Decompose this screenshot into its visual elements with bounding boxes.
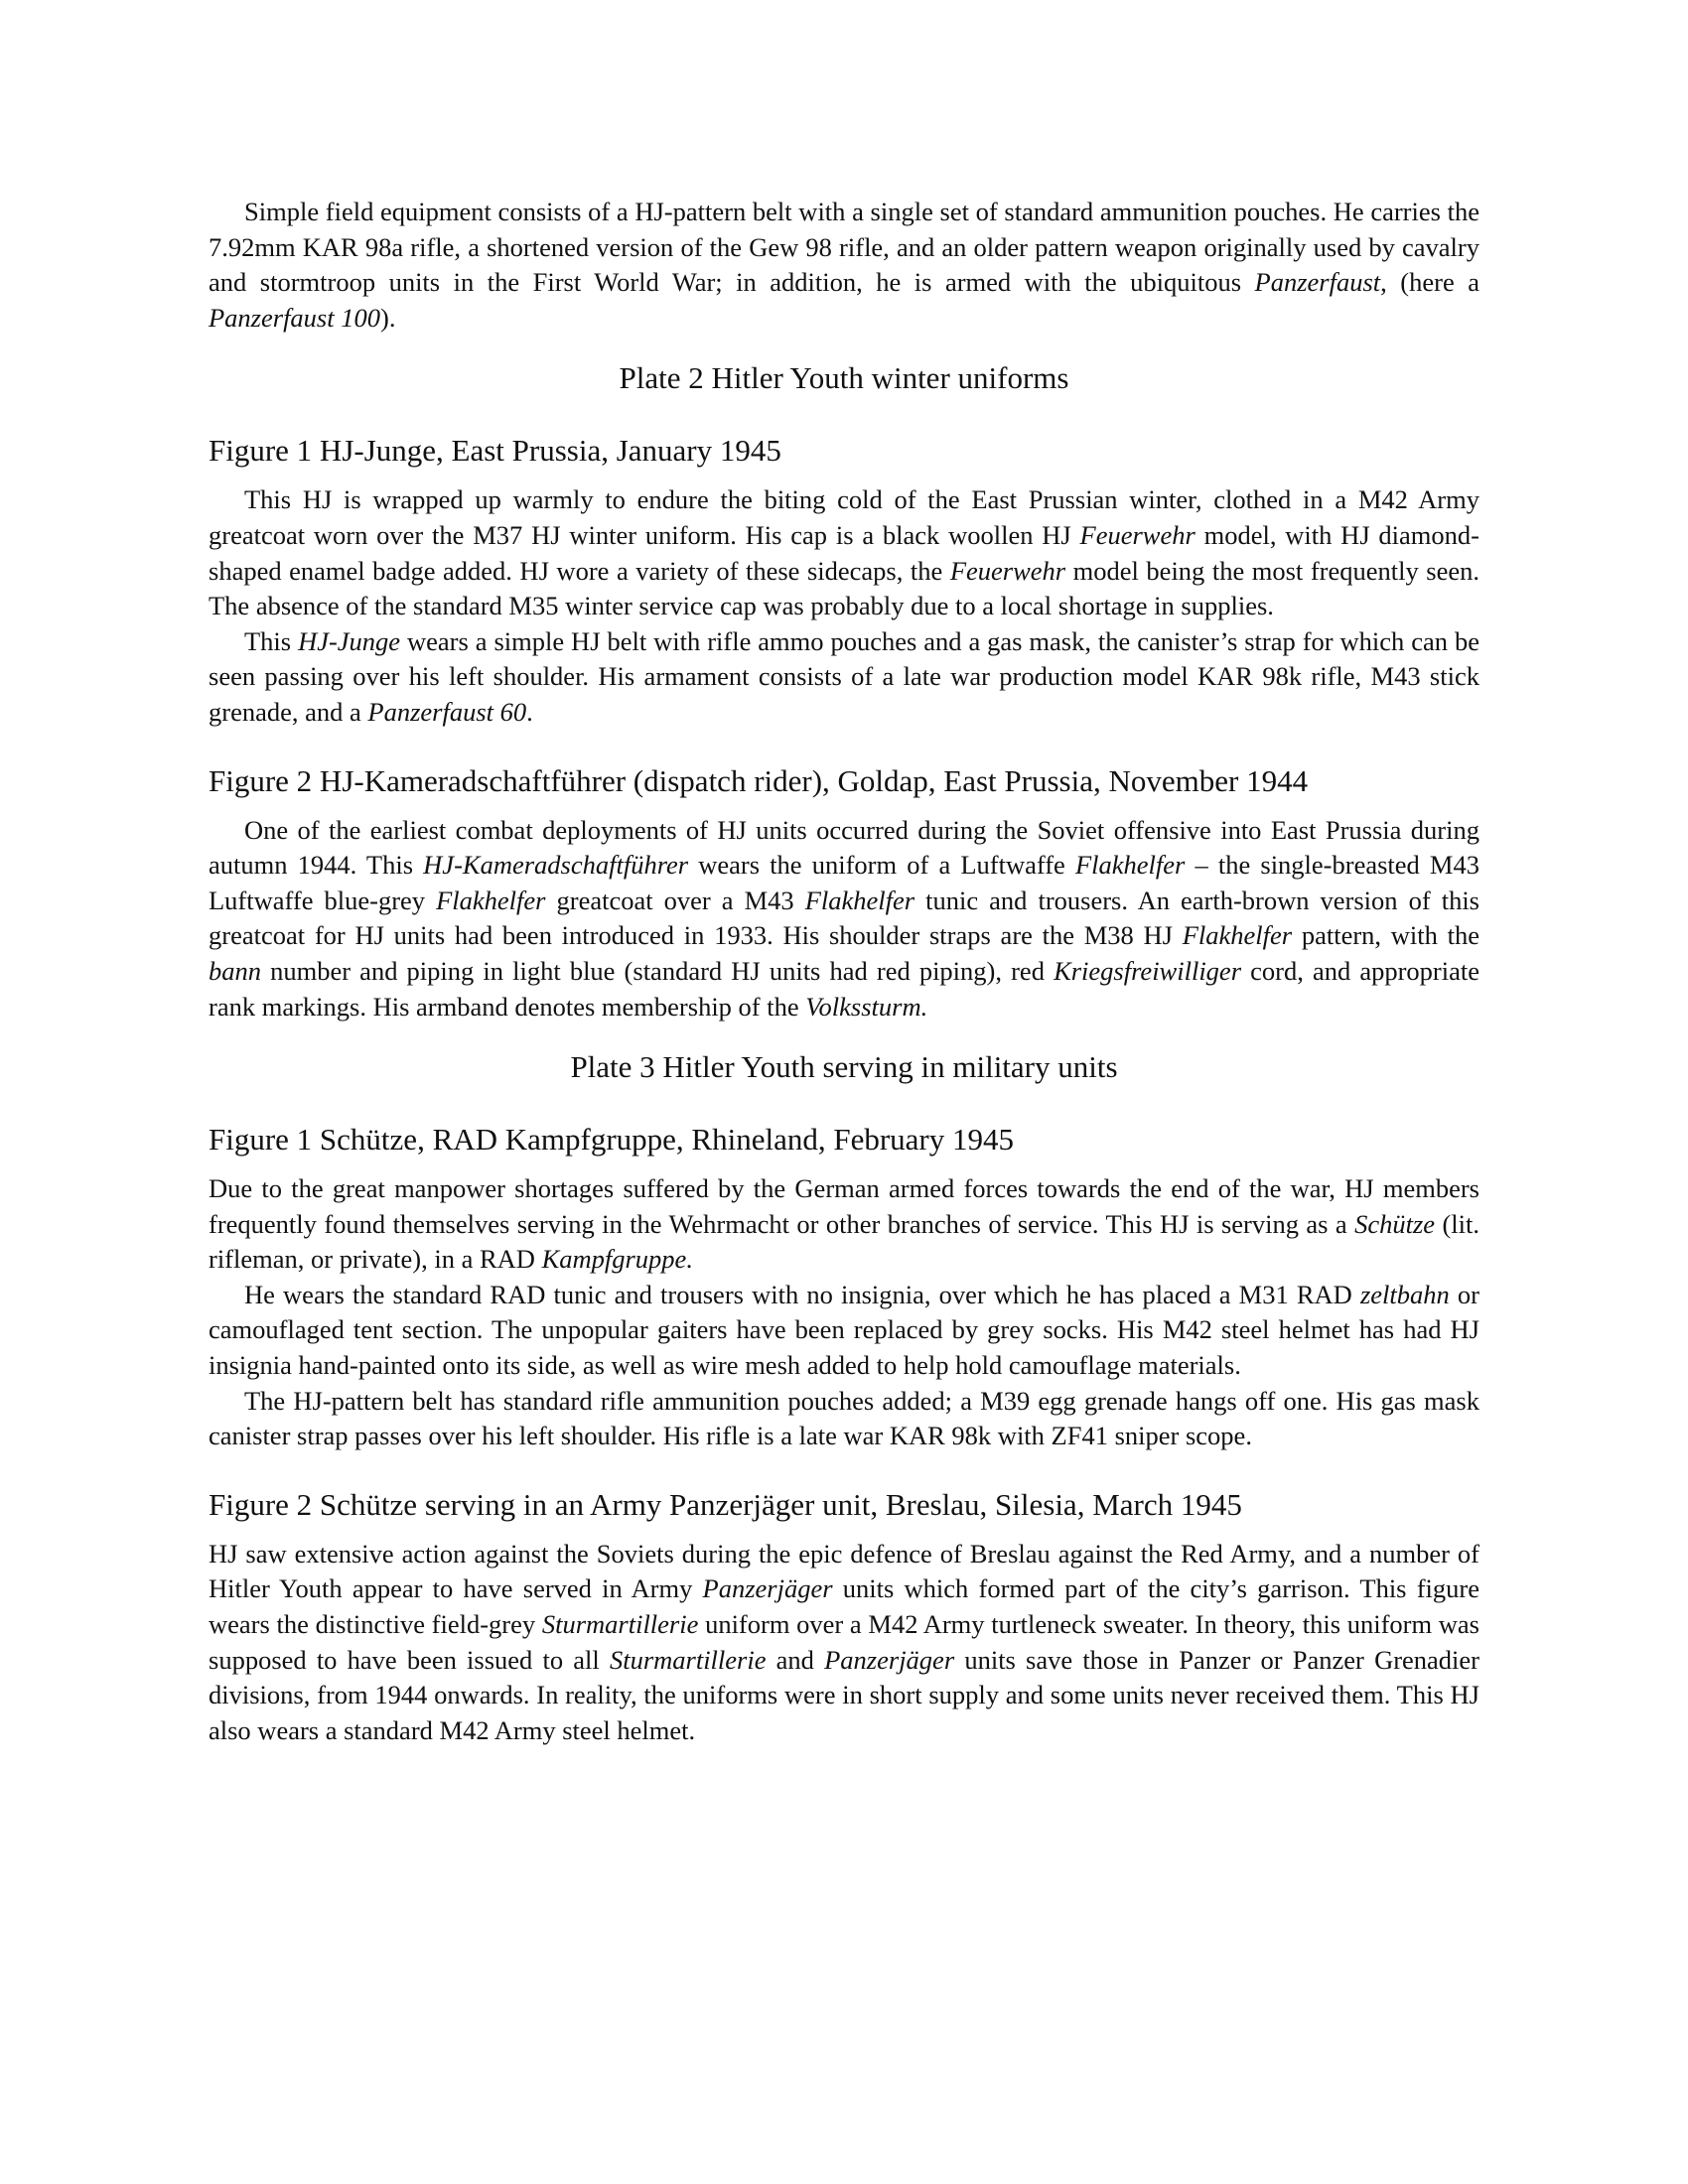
spacer <box>209 1087 1479 1120</box>
text-run: number and piping in light blue (standard HJ units had red piping), red <box>261 955 1055 986</box>
text-run: greatcoat over a M43 <box>545 885 805 915</box>
text-run: uniform over a M42 Army turtleneck sweater. In theory, this uniform was supposed to have been issued to all <box>209 1609 1479 1675</box>
spacer <box>209 471 1479 482</box>
text-run: (lit. rifleman, or private), in a RAD <box>209 1208 1479 1275</box>
paragraph-intro-equipment <box>209 195 1479 336</box>
plate-3-heading: Plate 3 Hitler Youth serving in military units <box>570 1049 1118 1085</box>
text-run: and <box>766 1644 825 1675</box>
italic-text-run: HJ-Kameradschaftführer <box>423 850 689 881</box>
spacer <box>209 801 1479 813</box>
italic-text-run: Flakhelfer – <box>1074 850 1208 881</box>
spacer <box>209 336 1479 358</box>
spacer <box>209 1525 1479 1537</box>
italic-text-run: Sturmartillerie <box>609 1644 767 1675</box>
text-run: cord, and appropriate rank markings. His armband denotes membership of the <box>209 955 1479 1022</box>
text-run: model, with HJ diamond-shaped enamel badge added. HJ wore a variety of these sidecaps, the <box>209 519 1479 586</box>
plate-3-figure-2-heading: Figure 2 Schütze serving in an Army Panzerjäger unit, Breslau, Silesia, March 1945 <box>209 1486 1242 1522</box>
text-run: pattern, with the <box>1292 920 1480 951</box>
plate-2-figure-1-paragraph-1 <box>209 482 1479 623</box>
text-run: wears the uniform of a Luftwaffe <box>688 850 1075 881</box>
plate-3-figure-1-paragraph-3 <box>209 1384 1479 1454</box>
text-run: He wears the standard RAD tunic and trousers with no insignia, over which he has placed a M31 RAD <box>244 1279 1360 1309</box>
italic-text-run: Flakhelfer <box>804 885 915 915</box>
text-run: model being the most frequently seen. The absence of the standard M35 winter service cap was probably due to a local shortage in supplies. <box>209 555 1479 621</box>
text-run: units which formed part of the city’s garrison. This figure wears the distinctive field-grey <box>209 1573 1479 1640</box>
plate-2-heading: Plate 2 Hitler Youth winter uniforms <box>619 360 1069 396</box>
italic-text-run: Flakhelfer <box>1182 920 1293 951</box>
plate-3-figure-2-paragraph-1 <box>209 1537 1479 1749</box>
text-run: The HJ-pattern belt has standard rifle ammunition pouches added; a M39 egg grenade hangs off one. His gas mask canister strap passes over his left shoulder. His rifle is a late war KAR 98k with ZF41 sniper scope. <box>209 1385 1479 1451</box>
text-run: HJ saw extensive action against the Soviets during the epic defence of Breslau against the Red Army, and a number of Hitler Youth appear to have served in Army <box>209 1538 1479 1604</box>
plate-3-figure-1-heading: Figure 1 Schütze, RAD Kampfgruppe, Rhineland, February 1945 <box>209 1122 1015 1158</box>
italic-text-run: Panzerfaust <box>1254 267 1381 298</box>
text-run: This HJ is wrapped up warmly to endure the biting cold of the East Prussian winter, clothed in a M42 Army greatcoat worn over the M37 HJ winter uniform. His cap is a black woollen HJ <box>209 484 1479 550</box>
spacer <box>209 1024 1479 1047</box>
text-run: , (here a <box>1380 267 1479 298</box>
text-run: wears a simple HJ belt with rifle ammo pouches and a gas mask, the canister’s strap for which can be seen passing over his left shoulder. His armament consists of a late war production model KAR 98k rifle, M43 stick grenade, and a <box>209 625 1479 727</box>
text-run: This <box>244 625 299 656</box>
plate-2-figure-1-paragraph-2 <box>209 624 1479 731</box>
text-run: One of the earliest combat deployments of HJ units occurred during the Soviet offensive into East Prussia during autumn 1944. This <box>209 814 1479 881</box>
italic-text-run: Panzerfaust 60 <box>367 696 527 727</box>
text-run: the single-breasted M43 Luftwaffe blue-grey <box>209 850 1479 915</box>
spacer <box>209 398 1479 431</box>
spacer <box>209 731 1479 761</box>
italic-text-run: Feuerwehr <box>1079 519 1196 550</box>
plate-2-figure-1-heading: Figure 1 HJ-Junge, East Prussia, January 1945 <box>209 433 781 469</box>
spacer <box>209 1160 1479 1171</box>
text-run: Simple field equipment consists of a HJ-pattern belt with a single set of standard ammunition pouches. He carries the 7.92mm KAR 98a rifle, a shortened version of the Gew 98 rifle, and an older pattern weapon originally used by cavalry and stormtroop units in the First World War; in addition, he is armed with the ubiquitous <box>209 197 1479 298</box>
italic-text-run: Sturmartillerie <box>541 1609 699 1640</box>
document-body <box>209 195 1479 1748</box>
plate-3-figure-1-paragraph-2 <box>209 1278 1479 1384</box>
plate-2-figure-2-paragraph-1 <box>209 813 1479 1025</box>
italic-text-run: bann <box>209 955 261 986</box>
italic-text-run: HJ-Junge <box>298 625 401 656</box>
italic-text-run: Kampfgruppe. <box>541 1244 693 1275</box>
text-run: tunic and trousers. An earth-brown version of this greatcoat for HJ units had been introduced in 1933. His shoulder straps are the M38 HJ <box>209 885 1479 951</box>
italic-text-run: Feuerwehr <box>949 555 1066 586</box>
italic-text-run: Kriegsfreiwilliger <box>1054 955 1242 986</box>
italic-text-run: Panzerjäger <box>824 1644 955 1675</box>
italic-text-run: Schütze <box>1354 1208 1436 1239</box>
italic-text-run: Flakhelfer <box>436 885 546 915</box>
text-run: . <box>526 696 533 727</box>
text-run: Due to the great manpower shortages suffered by the German armed forces towards the end of the war, HJ members frequently found themselves serving in the Wehrmacht or other branches of service. This HJ is serving as a <box>209 1173 1479 1239</box>
spacer <box>209 1454 1479 1485</box>
italic-text-run: Panzerjäger <box>702 1573 833 1604</box>
text-run: or camouflaged tent section. The unpopular gaiters have been replaced by grey socks. His M42 steel helmet has had HJ insignia hand-painted onto its side, as well as wire mesh added to help hold camouflage materials. <box>209 1279 1479 1381</box>
text-run: ). <box>380 302 396 333</box>
plate-3-figure-1-paragraph-1 <box>209 1171 1479 1278</box>
italic-text-run: Panzerfaust 100 <box>209 302 380 333</box>
italic-text-run: Volkssturm. <box>805 991 928 1022</box>
italic-text-run: zeltbahn <box>1359 1279 1450 1309</box>
plate-2-figure-2-heading: Figure 2 HJ-Kameradschaftführer (dispatch rider), Goldap, East Prussia, November 1944 <box>209 762 1309 798</box>
text-run: units save those in Panzer or Panzer Grenadier divisions, from 1944 onwards. In reality, the uniforms were in short supply and some units never received them. This HJ also wears a standard M42 Army steel helmet. <box>209 1644 1480 1745</box>
